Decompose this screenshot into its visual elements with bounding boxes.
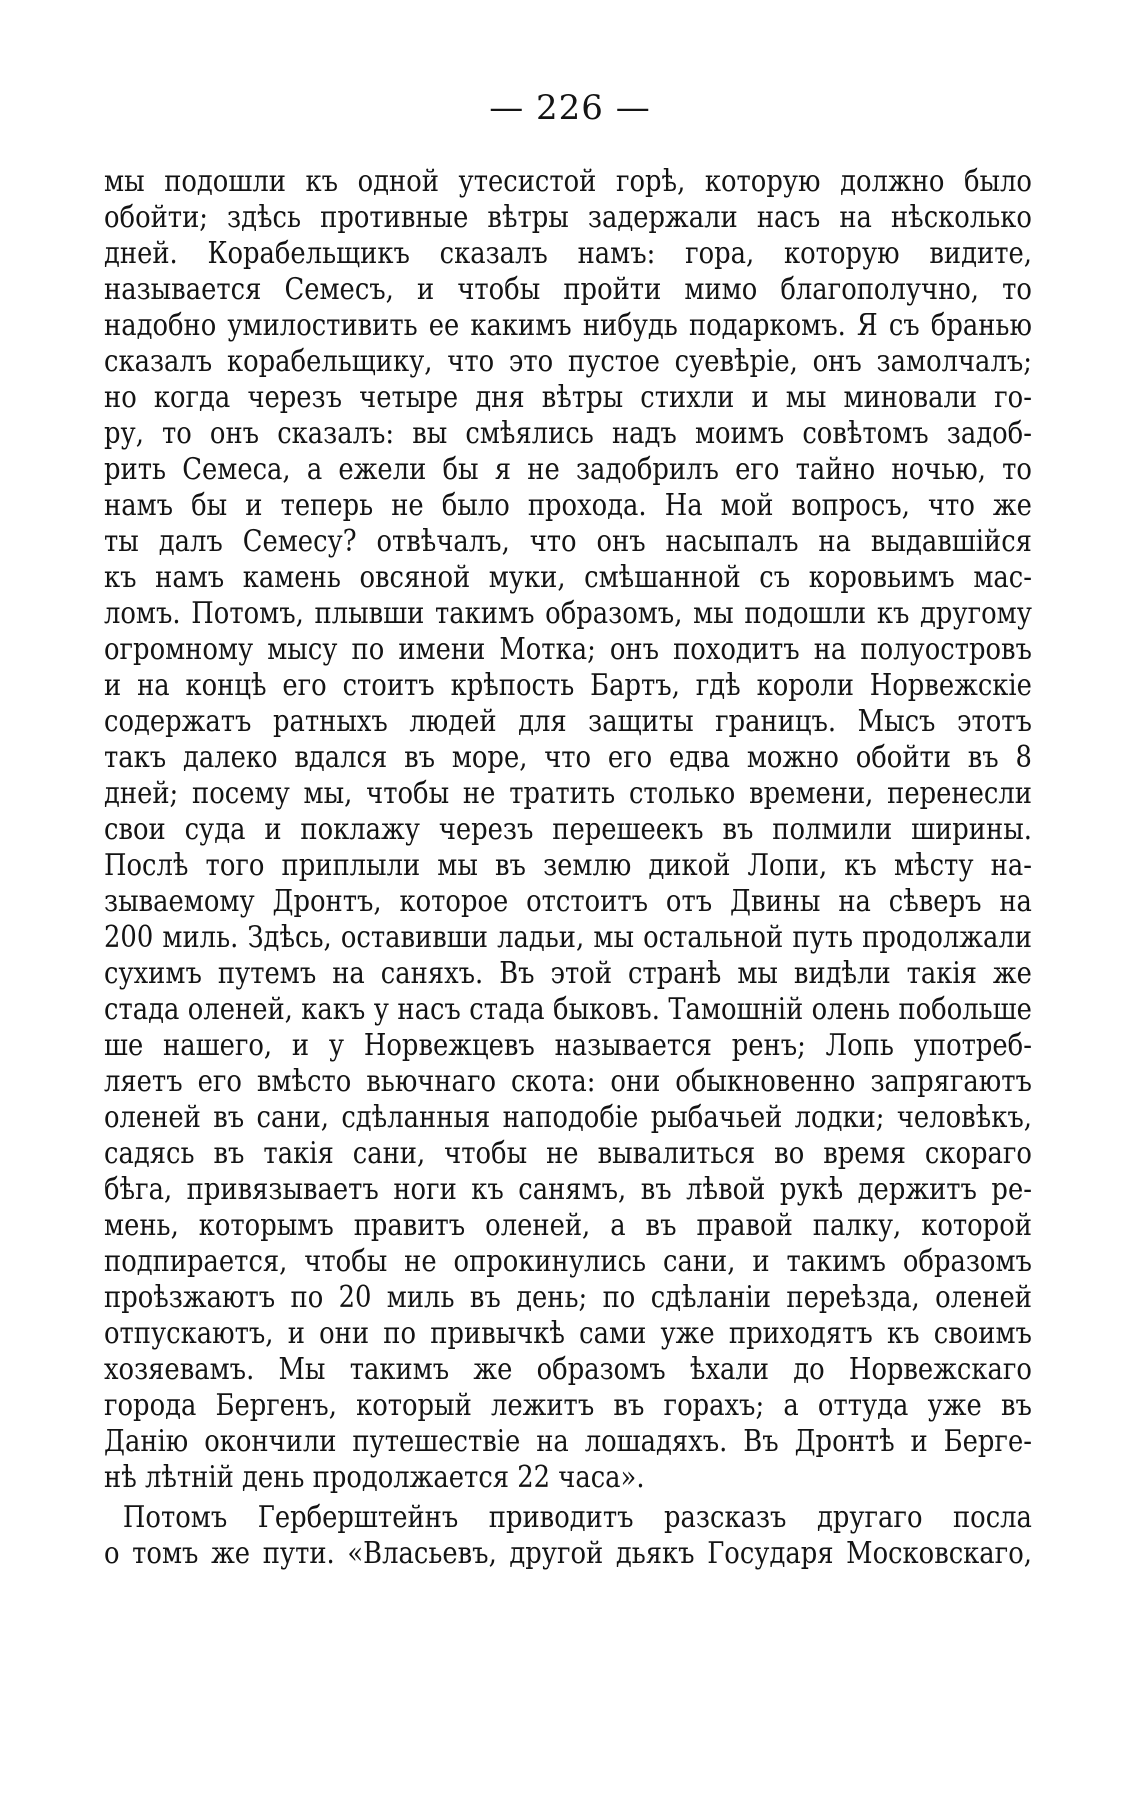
paragraph-2 [104,1500,1032,1572]
text-line: намъ бы и теперь не было прохода. На мой вопросъ, что же [104,488,1032,523]
text-line: Послѣ того приплыли мы въ землю дикой Лопи, къ мѣсту на- [104,848,1032,883]
text-line: о томъ же пути. «Власьевъ, другой дьякъ Государя Московскаго, [104,1536,1032,1571]
text-line: мень, которымъ правитъ оленей, а въ правой палку, которой [104,1208,1032,1243]
text-line: бѣга, привязываетъ ноги къ санямъ, въ лѣвой рукѣ держитъ ре- [104,1172,1032,1207]
text-line: проѣзжаютъ по 20 миль въ день; по сдѣланіи переѣзда, оленей [104,1280,1032,1315]
text-line: ляетъ его вмѣсто вьючнаго скота: они обыкновенно запрягаютъ [104,1064,1032,1099]
paragraph-1 [104,164,1032,1496]
text-line: Данію окончили путешествіе на лошадяхъ. Въ Дронтѣ и Берге- [104,1424,1032,1459]
text-line: такъ далеко вдался въ море, что его едва можно обойти въ 8 [104,740,1032,775]
text-line: хозяевамъ. Мы такимъ же образомъ ѣхали до Норвежскаго [104,1352,1032,1387]
text-line: содержатъ ратныхъ людей для защиты границъ. Мысъ этотъ [104,704,1032,739]
text-line: дней. Корабельщикъ сказалъ намъ: гора, которую видите, [104,236,1032,271]
text-line: и на концѣ его стоитъ крѣпость Бартъ, гдѣ короли Норвежскіе [104,668,1032,703]
text-line: стада оленей, какъ у насъ стада быковъ. Тамошній олень побольше [104,992,1032,1027]
text-line: отпускаютъ, и они по привычкѣ сами уже приходятъ къ своимъ [104,1316,1032,1351]
text-line: города Бергенъ, который лежитъ въ горахъ; а оттуда уже въ [104,1388,1032,1423]
text-line: рить Семеса, а ежели бы я не задобрилъ его тайно ночью, то [104,452,1032,487]
text-line: надобно умилостивить ее какимъ нибудь подаркомъ. Я съ бранью [104,308,1032,343]
body-text [104,164,1032,1572]
text-line: называется Семесъ, и чтобы пройти мимо благополучно, то [104,272,1032,307]
text-line: но когда черезъ четыре дня вѣтры стихли и мы миновали го- [104,380,1032,415]
text-line: сухимъ путемъ на саняхъ. Въ этой странѣ мы видѣли такія же [104,956,1032,991]
text-line: садясь въ такія сани, чтобы не вывалиться во время скораго [104,1136,1032,1171]
text-line: ты далъ Семесу? отвѣчалъ, что онъ насыпалъ на выдавшійся [104,524,1032,559]
text-line: къ намъ камень овсяной муки, смѣшанной съ коровьимъ мас- [104,560,1032,595]
text-line: мы подошли къ одной утесистой горѣ, которую должно было [104,164,1032,199]
text-line: нѣ лѣтній день продолжается 22 часа». [104,1460,645,1495]
text-line: подпирается, чтобы не опрокинулись сани, и такимъ образомъ [104,1244,1032,1279]
text-line: дней; посему мы, чтобы не тратить столько времени, перенесли [104,776,1032,811]
text-line: зываемому Дронтъ, которое отстоитъ отъ Двины на сѣверъ на [104,884,1032,919]
text-line: ше нашего, и у Норвежцевъ называется ренъ; Лопь употреб- [104,1028,1032,1063]
page-number: — 226 — [489,88,651,128]
text-line: ру, то онъ сказалъ: вы смѣялись надъ моимъ совѣтомъ задоб- [104,416,1032,451]
text-line: ломъ. Потомъ, плывши такимъ образомъ, мы подошли къ другому [104,596,1032,631]
text-line: сказалъ корабельщику, что это пустое суевѣріе, онъ замолчалъ; [104,344,1032,379]
text-line: огромному мысу по имени Мотка; онъ походитъ на полуостровъ [104,632,1032,667]
text-line: 200 миль. Здѣсь, оставивши ладьи, мы остальной путь продолжали [104,920,1032,955]
text-line: оленей въ сани, сдѣланныя наподобіе рыбачьей лодки; человѣкъ, [104,1100,1032,1135]
text-line: свои суда и поклажу черезъ перешеекъ въ полмили ширины. [104,812,1032,847]
text-line: обойти; здѣсь противные вѣтры задержали насъ на нѣсколько [104,200,1032,235]
text-line: Потомъ Герберштейнъ приводитъ разсказъ другаго посла [122,1500,1032,1535]
